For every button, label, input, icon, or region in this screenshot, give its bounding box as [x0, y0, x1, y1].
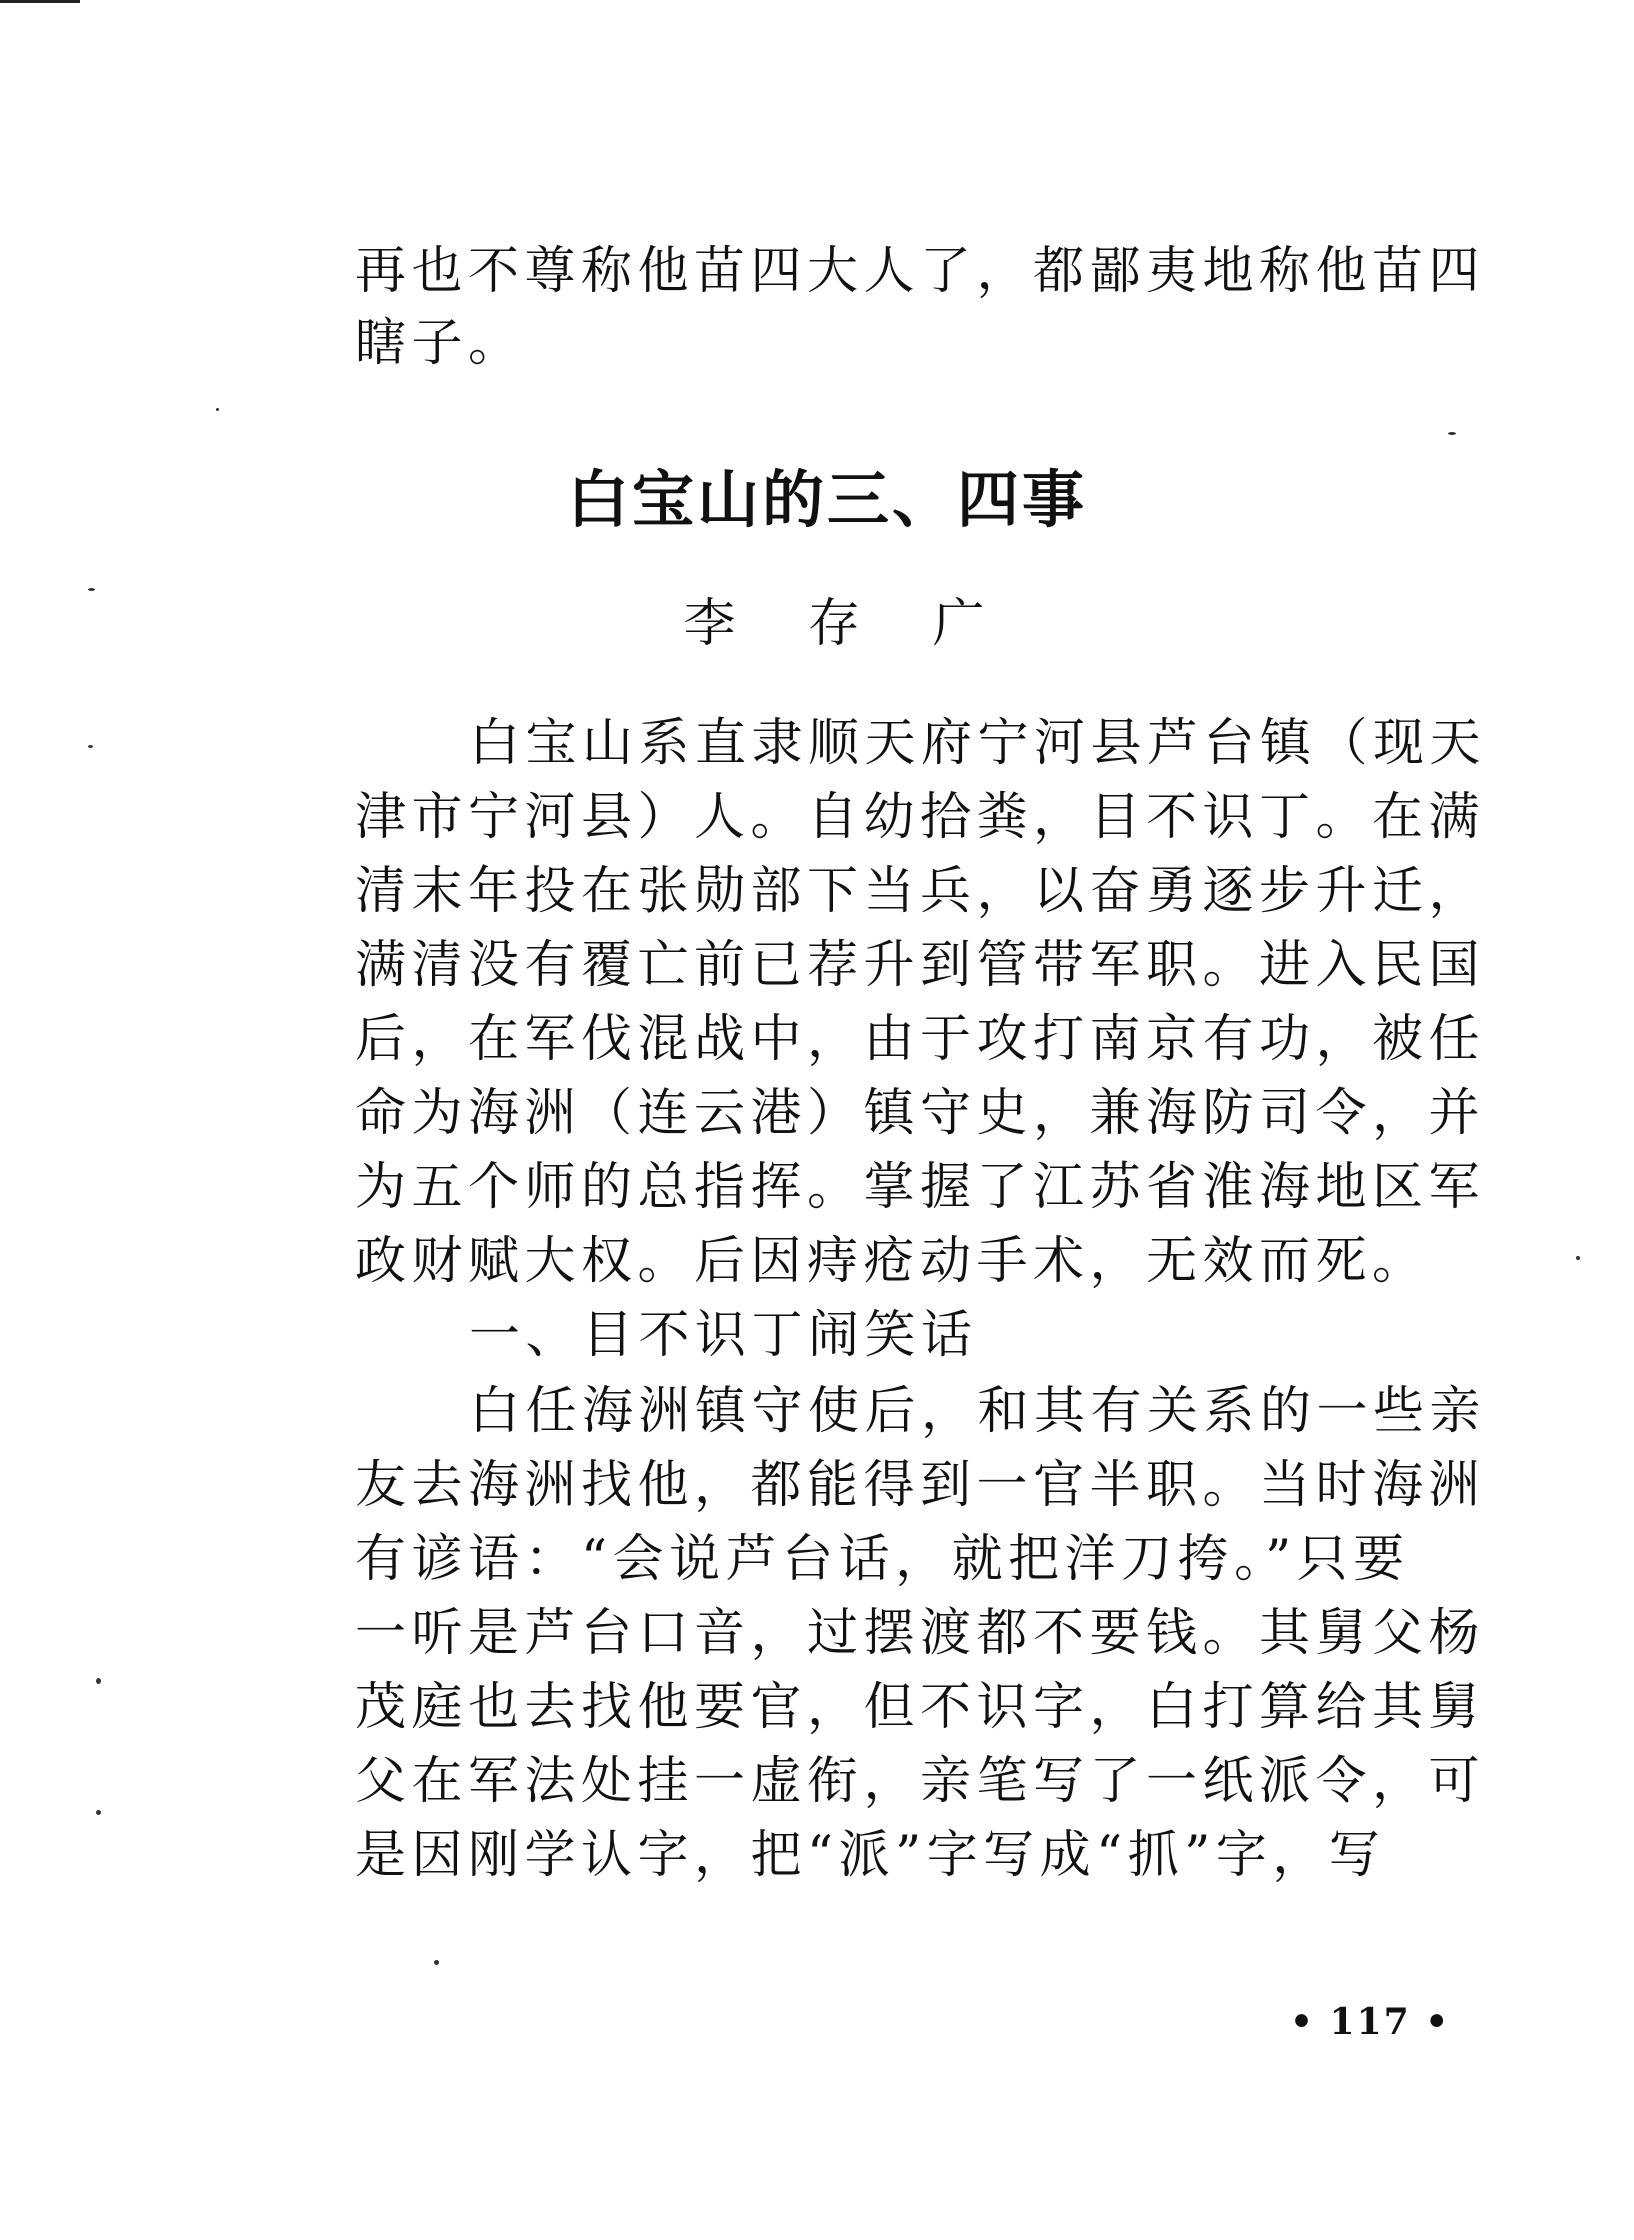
- text-line: 一听是芦台口音，过摆渡都不要钱。其舅父杨: [355, 1604, 1486, 1663]
- text-line: 政财赋大权。后因痔疮动手术，无效而死。: [355, 1232, 1429, 1291]
- text-line: 清末年投在张勋部下当兵，以奋勇逐步升迁，: [355, 862, 1486, 921]
- scan-speck: [434, 1960, 439, 1965]
- scan-speck: [1576, 1256, 1580, 1260]
- text-line: 友去海洲找他，都能得到一官半职。当时海洲: [355, 1456, 1486, 1515]
- scan-speck: [1448, 432, 1456, 435]
- scan-speck: [216, 408, 219, 411]
- text-line: 为五个师的总指挥。掌握了江苏省淮海地区军: [355, 1158, 1486, 1217]
- scan-speck: [88, 588, 95, 591]
- page-number: • 117 •: [1290, 2001, 1451, 2043]
- text-line: 有谚语：“会说芦台话，就把洋刀挎。”只要: [355, 1530, 1410, 1589]
- scan-speck: [88, 745, 93, 748]
- text-line: 茂庭也去找他要官，但不识字，白打算给其舅: [355, 1678, 1486, 1737]
- text-line: 再也不尊称他苗四大人了，都鄙夷地称他苗四: [355, 242, 1486, 301]
- text-line: 瞎子。: [355, 314, 525, 373]
- section-heading: 一、目不识丁闹笑话: [469, 1306, 978, 1365]
- text-line: 是因刚学认字，把“派”字写成“抓”字，写: [355, 1826, 1386, 1885]
- text-line: 命为海洲（连云港）镇守史，兼海防司令，并: [355, 1084, 1486, 1143]
- article-title: 白宝山的三、四事: [566, 463, 1087, 536]
- text-line: 津市宁河县）人。自幼拾粪，目不识丁。在满: [355, 788, 1486, 847]
- text-line: 满清没有覆亡前已荐升到管带军职。进入民国: [355, 936, 1486, 995]
- article-author: 李 存 广: [683, 594, 1013, 654]
- text-line: 父在军法处挂一虚衔，亲笔写了一纸派令，可: [355, 1752, 1486, 1811]
- text-line: 后，在军伐混战中，由于攻打南京有功，被任: [355, 1010, 1486, 1069]
- text-line: 白任海洲镇守使后，和其有关系的一些亲: [469, 1382, 1487, 1441]
- text-line: 白宝山系直隶顺天府宁河县芦台镇（现天: [469, 714, 1487, 773]
- scan-speck: [96, 1678, 101, 1684]
- scan-speck: [96, 1810, 101, 1815]
- scan-edge-mark: [0, 0, 80, 3]
